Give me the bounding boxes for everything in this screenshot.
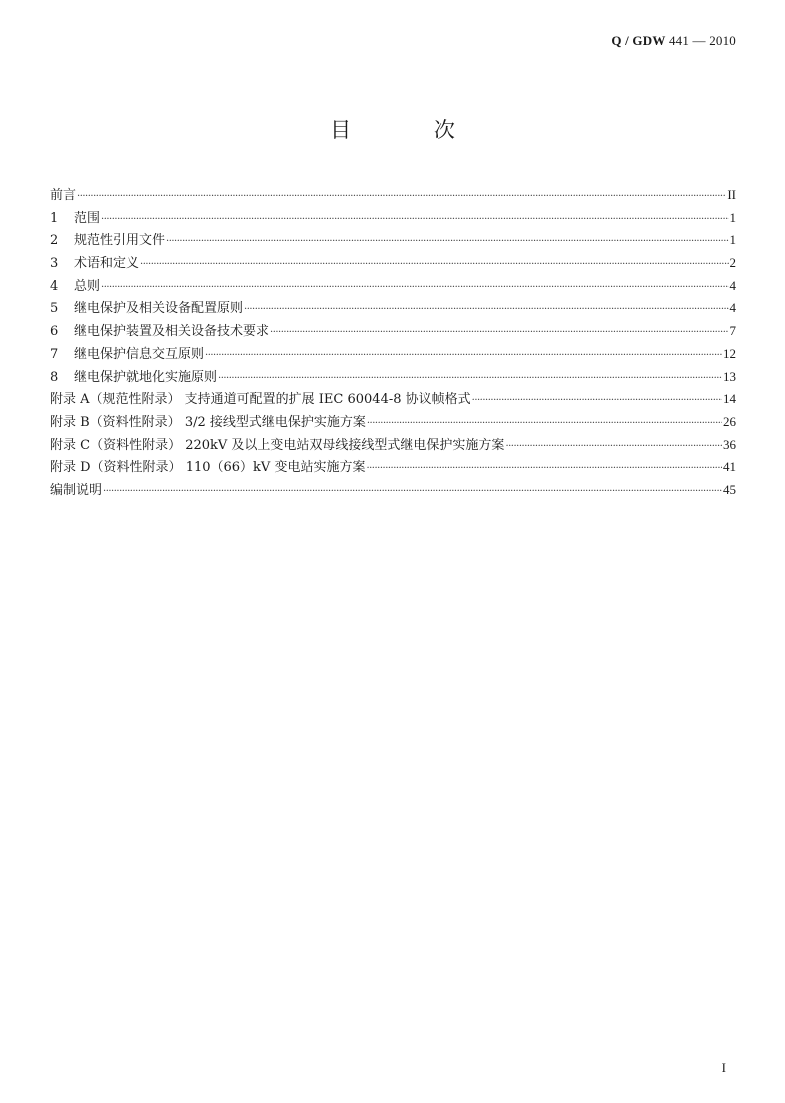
standard-number-header bbox=[611, 33, 736, 49]
toc-entry-text: 附录 C（资料性附录） 220kV 及以上变电站双母线接线型式继电保护实施方案 bbox=[50, 437, 505, 453]
toc-dot-leader bbox=[218, 367, 722, 391]
toc-entry-page: 12 bbox=[723, 345, 736, 361]
toc-entry[interactable] bbox=[50, 297, 736, 320]
page-number: I bbox=[721, 1060, 726, 1075]
toc-entry-page: 7 bbox=[729, 323, 736, 339]
toc-entry-page: 13 bbox=[723, 368, 736, 384]
toc-entry-label bbox=[50, 480, 102, 503]
toc-entry[interactable] bbox=[50, 388, 736, 411]
toc-entry-text: 继电保护就地化实施原则 bbox=[74, 369, 218, 385]
toc-dot-leader bbox=[101, 208, 728, 232]
toc-entry-label bbox=[50, 321, 269, 344]
toc-entry-text: 附录 D（资料性附录） 110（66）kV 变电站实施方案 bbox=[50, 460, 366, 476]
toc-entry-text: 规范性引用文件 bbox=[74, 233, 166, 249]
toc-entry[interactable] bbox=[50, 479, 736, 502]
toc-entry-text: 继电保护及相关设备配置原则 bbox=[74, 301, 244, 317]
toc-entry[interactable] bbox=[50, 434, 736, 457]
toc-entry-page: II bbox=[727, 187, 736, 202]
toc-entry-text: 附录 A（规范性附录） 支持通道可配置的扩展 IEC 60044-8 协议帧格式 bbox=[50, 392, 471, 408]
toc-entry-label bbox=[50, 276, 100, 299]
toc-entry[interactable] bbox=[50, 456, 736, 479]
toc-entry[interactable] bbox=[50, 207, 736, 230]
toc-entry-text: 前言 bbox=[50, 188, 77, 203]
toc-entry[interactable] bbox=[50, 252, 736, 275]
toc-dot-leader bbox=[205, 344, 722, 368]
toc-entry-text: 总则 bbox=[74, 278, 101, 294]
header-dash: — bbox=[692, 33, 706, 48]
toc-entry-page: 45 bbox=[723, 481, 736, 497]
toc-entry-text: 编制说明 bbox=[50, 482, 103, 498]
toc-entry-text: 继电保护装置及相关设备技术要求 bbox=[74, 324, 270, 340]
toc-entry-page: 14 bbox=[723, 391, 736, 407]
toc-dot-leader bbox=[366, 457, 722, 481]
toc-dot-leader bbox=[77, 185, 726, 209]
toc-entry-text: 继电保护信息交互原则 bbox=[74, 346, 205, 362]
toc-entry-label bbox=[50, 344, 204, 367]
toc-dot-leader bbox=[101, 276, 728, 300]
toc-entry[interactable] bbox=[50, 229, 736, 252]
toc-entry[interactable] bbox=[50, 320, 736, 343]
toc-entry-number: 6 bbox=[50, 324, 59, 340]
toc-entry-text: 附录 B（资料性附录） 3/2 接线型式继电保护实施方案 bbox=[50, 414, 366, 430]
standard-number: 441 bbox=[668, 33, 690, 48]
toc-entry-text: 术语和定义 bbox=[74, 256, 140, 272]
toc-dot-leader bbox=[505, 435, 722, 459]
toc-entry[interactable] bbox=[50, 366, 736, 389]
toc-dot-leader bbox=[270, 321, 728, 345]
toc-entry-text: 范围 bbox=[74, 210, 101, 226]
standard-code: Q / GDW bbox=[611, 33, 666, 48]
toc-entry-page: 41 bbox=[723, 459, 736, 475]
toc-entry-label bbox=[50, 208, 100, 231]
toc-entry-label bbox=[50, 435, 504, 458]
toc-entry-label bbox=[50, 185, 76, 208]
toc-entry-number: 4 bbox=[50, 278, 59, 294]
toc-dot-leader bbox=[244, 298, 728, 322]
toc-entry-number: 7 bbox=[50, 346, 59, 362]
toc-entry-label bbox=[50, 298, 243, 321]
toc-entry-page: 26 bbox=[723, 413, 736, 429]
toc-entry-number: 8 bbox=[50, 369, 59, 385]
toc-entry[interactable] bbox=[50, 343, 736, 366]
toc-entry-page: 4 bbox=[729, 300, 736, 316]
toc-entry-label bbox=[50, 253, 139, 276]
toc-entry-page: 2 bbox=[729, 255, 736, 271]
toc-entry-label bbox=[50, 230, 165, 253]
toc-entry-label bbox=[50, 367, 217, 390]
toc-title: 目 次 bbox=[330, 118, 493, 142]
toc-dot-leader bbox=[166, 230, 728, 254]
toc-entry[interactable] bbox=[50, 411, 736, 434]
toc-entry-number: 1 bbox=[50, 210, 59, 226]
toc-entry-label bbox=[50, 389, 471, 412]
toc-entry-page: 1 bbox=[729, 232, 736, 248]
toc-entry[interactable] bbox=[50, 184, 736, 207]
toc-entry[interactable] bbox=[50, 275, 736, 298]
standard-year: 2010 bbox=[709, 33, 736, 48]
toc-entry-label bbox=[50, 412, 366, 435]
toc-entry-label bbox=[50, 457, 365, 480]
toc-dot-leader bbox=[103, 480, 722, 504]
toc-dot-leader bbox=[140, 253, 728, 277]
toc-entry-number: 5 bbox=[50, 301, 59, 317]
toc-entry-page: 4 bbox=[729, 277, 736, 293]
toc-entry-number: 2 bbox=[50, 233, 59, 249]
toc-entry-page: 1 bbox=[729, 209, 736, 225]
toc-entry-number: 3 bbox=[50, 256, 59, 272]
toc-dot-leader bbox=[367, 412, 722, 436]
table-of-contents bbox=[50, 184, 736, 502]
toc-dot-leader bbox=[472, 389, 722, 413]
toc-entry-page: 36 bbox=[723, 436, 736, 452]
